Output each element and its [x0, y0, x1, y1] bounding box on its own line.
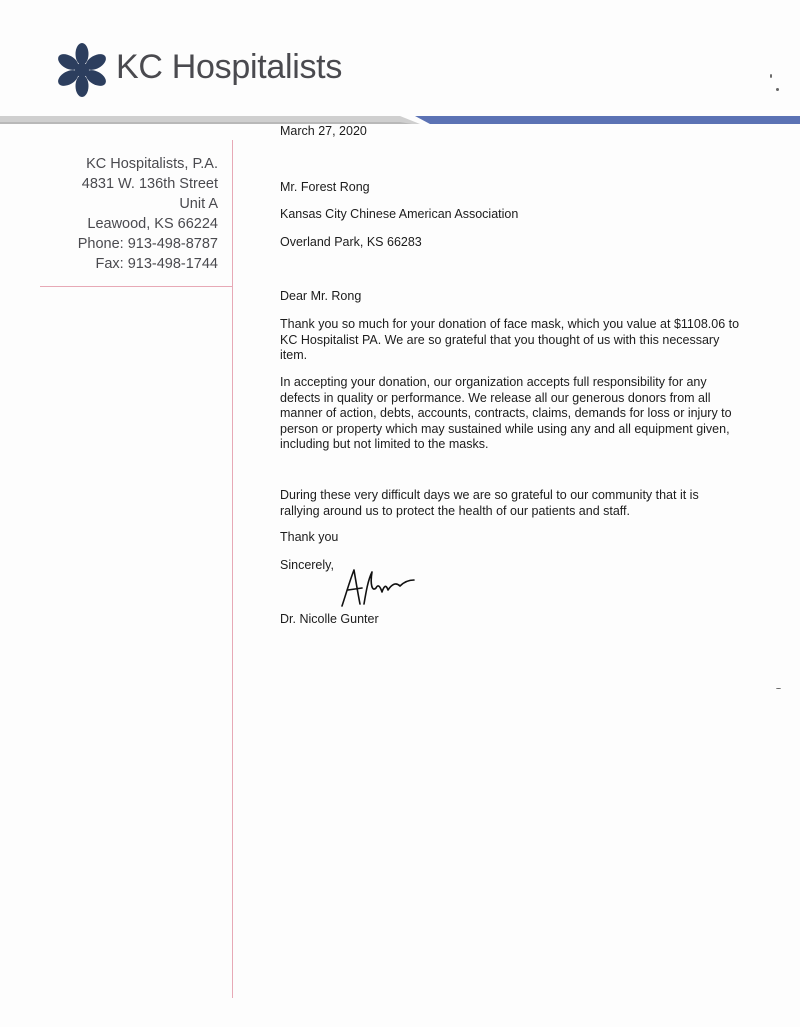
- signer-name: Dr. Nicolle Gunter: [280, 612, 379, 626]
- sidebar-company: KC Hospitalists, P.A.: [86, 156, 218, 172]
- logo-wordmark: KC Hospitalists: [116, 48, 343, 86]
- letter-date: March 27, 2020: [280, 124, 367, 138]
- thanks-line: Thank you: [280, 530, 339, 544]
- scan-speck: [776, 688, 781, 689]
- sidebar-city: Leawood, KS 66224: [87, 216, 218, 232]
- paragraph-3: During these very difficult days we are so grateful to our community that it is rallying around us to protect the health of our patients and staff.: [280, 488, 699, 518]
- sidebar-address: [40, 154, 218, 274]
- handwritten-signature: [338, 566, 418, 610]
- sidebar-unit: Unit A: [179, 196, 218, 212]
- scan-speck: [770, 74, 772, 78]
- sidebar-street: 4831 W. 136th Street: [81, 176, 218, 192]
- sidebar-fax: Fax: 913-498-1744: [95, 256, 218, 272]
- closing-line: Sincerely,: [280, 558, 334, 572]
- recipient-org: Kansas City Chinese American Association: [280, 207, 519, 221]
- asterisk-logo-icon: [54, 42, 110, 98]
- recipient-city: Overland Park, KS 66283: [280, 235, 422, 249]
- header-band: [0, 112, 800, 128]
- recipient-name: Mr. Forest Rong: [280, 180, 370, 194]
- sidebar-phone: Phone: 913-498-8787: [77, 236, 218, 252]
- salutation: Dear Mr. Rong: [280, 289, 362, 303]
- paragraph-1: Thank you so much for your donation of face mask, which you value at $1108.06 to KC Hospitalist PA. We are so grateful that you thought of us with this necessary item.: [280, 317, 740, 363]
- letterhead-logo: [54, 42, 343, 102]
- sidebar-divider: [40, 286, 233, 287]
- paragraph-2: In accepting your donation, our organization accepts full responsibility for any defects in quality or performance. We release all our generous donors from all manner of action, debts, accounts, contracts, claims, demands for loss or injury to person or property which may sustained while using any and all equipment given, including but not limited to the masks.: [280, 375, 732, 452]
- scan-speck: [776, 88, 779, 91]
- margin-rule: [232, 140, 233, 998]
